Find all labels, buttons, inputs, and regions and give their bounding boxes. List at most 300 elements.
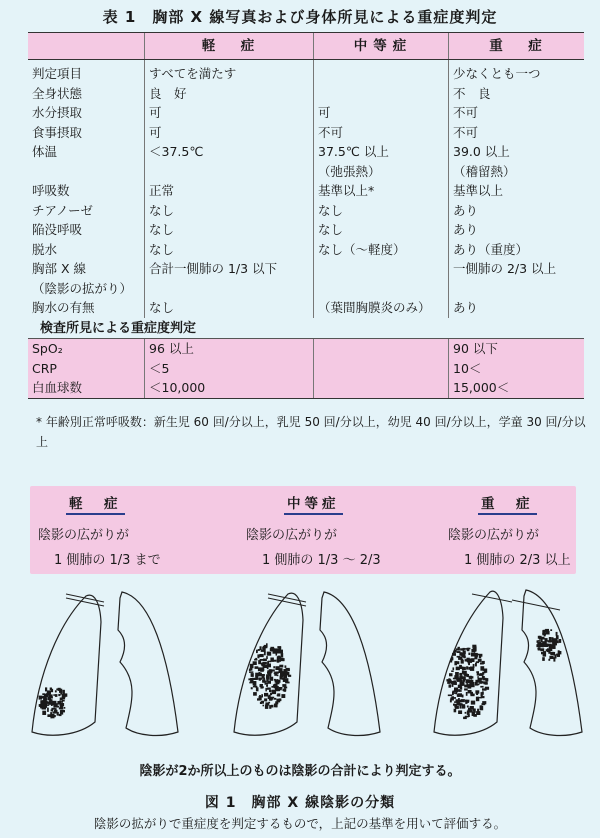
shadow-speck (549, 656, 553, 659)
shadow-speck (458, 698, 460, 702)
shadow-speck (271, 686, 275, 688)
shadow-speck (279, 687, 283, 689)
shadow-speck (55, 708, 57, 711)
shadow-speck (483, 669, 486, 671)
shadow-speck (463, 656, 465, 659)
shadow-speck (477, 709, 479, 712)
shadow-speck (472, 645, 476, 648)
shadow-speck (454, 704, 457, 708)
shadow-speck (543, 651, 546, 653)
shadow-speck (475, 682, 478, 684)
row-label: 判定項目 (32, 66, 83, 81)
shadow-speck (285, 665, 287, 668)
shadow-speck (255, 658, 257, 661)
shadow-speck (467, 706, 469, 708)
shadow-speck (279, 668, 283, 671)
shadow-speck (550, 652, 553, 655)
shadow-speck (446, 679, 448, 681)
table-cell: 一側肺の 2/3 以上 (449, 259, 585, 279)
shadow-speck (471, 653, 475, 657)
table-row (28, 181, 584, 201)
shadow-speck (263, 705, 265, 707)
shadow-speck (480, 686, 483, 688)
shadow-speck (471, 658, 474, 662)
shadow-speck (267, 665, 269, 669)
shadow-speck (449, 684, 452, 687)
shadow-speck (475, 684, 479, 686)
lung-left-outline (320, 592, 380, 735)
shadow-speck (39, 696, 42, 700)
shadow-speck (42, 711, 46, 715)
table-row (28, 84, 584, 104)
shadow-speck (544, 644, 546, 647)
shadow-speck (479, 656, 481, 658)
shadow-speck (466, 666, 468, 669)
row-label: 体温 (32, 144, 58, 159)
shadow-speck (457, 689, 460, 692)
shadow-speck (251, 673, 254, 677)
shadow-speck (452, 684, 454, 687)
table-cell (314, 279, 449, 299)
summation-note: 陰影が2か所以上のものは陰影の合計により判定する。 (139, 764, 461, 779)
table-row (28, 298, 584, 318)
shadow-speck (476, 699, 479, 702)
shadow-speck (449, 673, 453, 676)
row-label: 食事摂取 (32, 124, 83, 140)
table-cell: 正常 (145, 181, 314, 201)
shadow-speck (483, 678, 487, 681)
shadow-speck (267, 673, 270, 676)
table-row (28, 279, 584, 299)
shadow-speck (267, 652, 271, 656)
table-row (28, 259, 584, 279)
shadow-speck (462, 704, 465, 708)
lab-cell: ＜10,000 (145, 378, 314, 398)
shadow-speck (47, 708, 49, 712)
shadow-speck (463, 676, 466, 680)
shadow-speck (47, 704, 50, 706)
shadow-speck (542, 657, 545, 661)
shadow-speck (253, 692, 257, 696)
shadow-speck (549, 646, 553, 649)
shadow-speck (279, 698, 282, 701)
lab-cell: 15,000＜ (449, 378, 585, 398)
shadow-speck (454, 709, 457, 713)
table-header (28, 33, 584, 60)
table-cell: 39.0 以上 (449, 142, 585, 162)
shadow-speck (63, 697, 66, 700)
shadow-speck (286, 678, 288, 682)
shadow-speck (453, 680, 456, 685)
clavicle-mark (472, 594, 512, 602)
shadow-speck (457, 656, 461, 658)
shadow-speck (462, 667, 466, 670)
table-cell: 不 良 (449, 84, 585, 104)
shadow-speck (270, 677, 274, 681)
clavicle-mark (512, 600, 560, 610)
shadow-speck (272, 660, 276, 662)
opacity-shadow (536, 629, 561, 662)
shadow-speck (59, 689, 62, 693)
severity-severe-line2: 1 側肺の 2/3 以上 (464, 553, 571, 568)
shadow-speck (480, 705, 482, 709)
shadow-speck (48, 697, 52, 701)
severity-table (28, 32, 584, 399)
table-row (28, 142, 584, 162)
shadow-speck (274, 704, 277, 708)
shadow-speck (541, 652, 543, 654)
lab-row (28, 339, 584, 359)
shadow-speck (546, 631, 550, 635)
table-cell: 良 好 (145, 84, 314, 104)
shadow-speck (256, 650, 258, 653)
shadow-speck (481, 696, 485, 698)
shadow-speck (477, 676, 479, 678)
lab-row (28, 378, 584, 398)
table-cell: あり (449, 201, 585, 221)
lab-cell (314, 378, 449, 398)
header-cell: 軽 症 (145, 33, 314, 60)
shadow-speck (259, 678, 261, 681)
shadow-speck (485, 687, 489, 690)
table-cell: なし (145, 201, 314, 221)
shadow-speck (467, 660, 469, 662)
shadow-speck (42, 693, 45, 695)
table-cell: あり (449, 220, 585, 240)
lab-row (28, 359, 584, 379)
table-row (28, 60, 584, 84)
severity-mild-line1: 陰影の広がりが (38, 528, 130, 543)
table-cell: なし (314, 220, 449, 240)
footnote-text: 年齢別正常呼吸数：新生児 60 回/分以上，乳児 50 回/分以上，幼児 40 回/分以上，学童 30 回/分以上 (36, 415, 586, 449)
severity-mild-line2: 1 側肺の 1/3 まで (54, 553, 161, 568)
lung-diagrams (0, 582, 600, 742)
table-cell: 基準以上 (449, 181, 585, 201)
table-cell: 基準以上* (314, 181, 449, 201)
header-cell (28, 33, 145, 60)
shadow-speck (257, 654, 259, 658)
shadow-speck (475, 690, 479, 693)
table-cell (449, 279, 585, 299)
shadow-speck (262, 686, 264, 688)
row-label: 胸水の有無 (32, 300, 95, 315)
table-cell (314, 84, 449, 104)
shadow-speck (537, 642, 541, 646)
table-row (28, 103, 584, 123)
shadow-speck (482, 661, 485, 664)
shadow-speck (452, 653, 456, 656)
table-cell: 可 (145, 123, 314, 143)
shadow-speck (554, 639, 557, 642)
table-cell: あり (449, 298, 585, 318)
shadow-speck (464, 648, 467, 650)
shadow-speck (276, 689, 280, 691)
shadow-speck (537, 648, 539, 650)
shadow-speck (283, 659, 285, 661)
shadow-speck (269, 670, 273, 673)
shadow-speck (466, 682, 468, 686)
shadow-speck (451, 670, 454, 672)
shadow-speck (268, 661, 272, 663)
shadow-speck (543, 630, 546, 633)
table-cell: 可 (145, 103, 314, 123)
shadow-speck (253, 681, 257, 685)
shadow-speck (471, 649, 474, 652)
shadow-speck (288, 669, 290, 671)
shadow-speck (277, 695, 279, 697)
opacity-shadow (39, 687, 68, 718)
severity-moderate-heading: 中等症 (284, 492, 343, 515)
shadow-speck (459, 676, 461, 680)
table-row (28, 201, 584, 221)
shadow-speck (273, 652, 277, 654)
shadow-speck (451, 658, 453, 661)
table-cell: なし (145, 240, 314, 260)
shadow-speck (250, 664, 254, 668)
shadow-speck (62, 690, 65, 694)
shadow-speck (279, 650, 283, 654)
table-cell: 不可 (449, 123, 585, 143)
shadow-speck (264, 693, 268, 697)
row-label: 呼吸数 (32, 183, 70, 198)
table-row (28, 220, 584, 240)
table-cell: なし（～軽度） (314, 240, 449, 260)
section-row (28, 318, 584, 339)
severity-moderate-line1: 陰影の広がりが (246, 528, 338, 543)
shadow-speck (447, 682, 450, 684)
table-row (28, 123, 584, 143)
shadow-speck (270, 648, 273, 651)
opacity-shadow (446, 645, 489, 719)
shadow-speck (262, 668, 264, 671)
shadow-speck (59, 707, 63, 709)
shadow-speck (458, 693, 462, 697)
shadow-speck (263, 659, 267, 662)
shadow-speck (49, 695, 53, 697)
shadow-speck (476, 671, 479, 673)
table-cell: あり（重度） (449, 240, 585, 260)
shadow-speck (478, 659, 482, 662)
lab-cell (314, 359, 449, 379)
shadow-speck (282, 684, 286, 687)
shadow-speck (52, 701, 56, 706)
row-label: 全身状態 (32, 85, 83, 101)
shadow-speck (255, 675, 258, 679)
lab-cell (314, 339, 449, 359)
shadow-speck (545, 638, 548, 642)
lung-left-outline (118, 592, 178, 735)
table-cell (145, 162, 314, 182)
shadow-speck (259, 654, 263, 657)
shadow-speck (53, 712, 56, 714)
shadow-speck (464, 688, 468, 690)
shadow-speck (261, 694, 263, 697)
shadow-speck (249, 671, 253, 673)
shadow-speck (249, 682, 253, 684)
lung-pair-mild (32, 592, 178, 735)
shadow-speck (59, 701, 61, 704)
shadow-speck (456, 648, 460, 650)
shadow-speck (538, 640, 541, 642)
shadow-speck (456, 693, 458, 695)
header-cell: 中等症 (314, 33, 449, 60)
lab-label: CRP (28, 359, 145, 379)
shadow-speck (548, 659, 550, 661)
shadow-speck (463, 650, 466, 654)
table-cell: なし (145, 298, 314, 318)
shadow-speck (275, 684, 277, 686)
shadow-speck (556, 632, 558, 636)
clavicle-mark (66, 594, 104, 602)
table-cell (314, 259, 449, 279)
table-cell: （稽留熱） (449, 162, 585, 182)
shadow-speck (51, 709, 54, 711)
shadow-speck (468, 709, 470, 712)
table-cell: 不可 (314, 123, 449, 143)
shadow-speck (484, 671, 486, 673)
shadow-speck (42, 703, 46, 705)
shadow-speck (51, 702, 53, 706)
table-cell: （葉間胸膜炎のみ） (314, 298, 449, 318)
shadow-speck (42, 705, 46, 709)
shadow-speck (266, 685, 268, 687)
shadow-speck (51, 716, 53, 719)
shadow-speck (479, 654, 483, 657)
shadow-speck (274, 698, 276, 700)
table-cell: 合計一側肺の 1/3 以下 (145, 259, 314, 279)
shadow-speck (549, 641, 551, 643)
shadow-speck (454, 661, 457, 665)
shadow-speck (281, 653, 284, 657)
shadow-speck (279, 665, 283, 668)
shadow-speck (485, 683, 488, 685)
shadow-speck (454, 701, 458, 703)
severity-mild (38, 492, 161, 568)
table-row (28, 162, 584, 182)
shadow-speck (556, 635, 559, 639)
shadow-speck (282, 678, 286, 680)
shadow-speck (286, 668, 288, 672)
figure-description: 陰影の拡がりで重症度を判定するもので，上記の基準を用いて評価する。 (93, 816, 507, 831)
table-title: 表 1 胸部 X 線写真および身体所見による重症度判定 (102, 8, 498, 26)
shadow-speck (465, 700, 469, 702)
row-label: 脱水 (32, 241, 58, 257)
shadow-speck (464, 674, 468, 677)
severity-severe-line1: 陰影の広がりが (448, 528, 540, 543)
figure-caption: 図 1 胸部 X 線陰影の分類 (204, 795, 396, 811)
table-cell: すべてを満たす (145, 60, 314, 84)
severity-moderate-line2: 1 側肺の 1/3 ～ 2/3 (262, 553, 381, 568)
shadow-speck (453, 667, 455, 670)
row-label: 水分摂取 (32, 105, 83, 120)
shadow-speck (264, 698, 267, 701)
shadow-speck (57, 712, 59, 716)
table-cell: ＜37.5℃ (145, 142, 314, 162)
shadow-speck (475, 663, 477, 667)
shadow-speck (265, 688, 267, 692)
shadow-speck (468, 690, 472, 693)
shadow-speck (448, 695, 452, 697)
shadow-speck (47, 702, 50, 704)
shadow-speck (265, 702, 269, 705)
shadow-speck (453, 678, 456, 680)
shadow-speck (470, 694, 474, 697)
shadow-speck (467, 684, 471, 688)
shadow-speck (267, 688, 271, 690)
lab-cell: ＜5 (145, 359, 314, 379)
row-label: チアノーゼ (32, 202, 93, 218)
shadow-speck (540, 648, 544, 651)
shadow-speck (60, 710, 63, 714)
shadow-speck (556, 654, 559, 656)
shadow-speck (58, 694, 60, 696)
shadow-speck (459, 652, 462, 656)
shadow-speck (56, 706, 59, 708)
table-cell: 少なくとも一つ (449, 60, 585, 84)
footnote-mark: * (36, 415, 42, 429)
shadow-speck (456, 679, 458, 681)
shadow-speck (465, 712, 467, 714)
shadow-speck (472, 712, 475, 715)
row-label (28, 162, 145, 182)
shadow-speck (460, 682, 464, 686)
shadow-speck (262, 675, 265, 679)
shadow-speck (276, 679, 278, 681)
shadow-speck (284, 688, 287, 691)
table-cell: 可 (314, 103, 449, 123)
table-cell: なし (314, 201, 449, 221)
lab-cell: 90 以下 (449, 339, 585, 359)
table-cell: （弛張熱） (314, 162, 449, 182)
shadow-speck (273, 666, 275, 668)
shadow-speck (461, 659, 463, 662)
shadow-speck (463, 717, 467, 719)
table-cell (145, 279, 314, 299)
shadow-speck (466, 692, 468, 696)
shadow-speck (260, 702, 262, 704)
severity-mild-heading: 軽 症 (66, 492, 125, 515)
lung-pair-severe (434, 590, 582, 735)
shadow-speck (64, 707, 66, 709)
lung-left-outline (522, 590, 582, 735)
table-cell: なし (145, 220, 314, 240)
shadow-speck (268, 695, 270, 698)
shadow-speck (262, 647, 264, 649)
shadow-speck (45, 698, 48, 700)
lab-label: SpO₂ (28, 339, 145, 359)
shadow-speck (260, 684, 263, 686)
severity-severe-heading: 重 症 (478, 492, 537, 515)
shadow-speck (257, 698, 261, 700)
shadow-speck (55, 690, 57, 692)
shadow-speck (482, 703, 486, 705)
shadow-speck (274, 679, 276, 681)
row-label: （陰影の拡がり） (32, 280, 133, 296)
lab-cell: 96 以上 (145, 339, 314, 359)
shadow-speck (550, 629, 552, 631)
shadow-speck (542, 633, 546, 635)
shadow-speck (276, 672, 279, 674)
lab-cell: 10＜ (449, 359, 585, 379)
shadow-speck (279, 660, 282, 662)
shadow-speck (60, 703, 63, 707)
shadow-speck (56, 689, 59, 691)
shadow-speck (458, 710, 462, 714)
shadow-speck (281, 694, 285, 698)
shadow-speck (559, 639, 561, 643)
shadow-speck (468, 653, 470, 655)
section-title: 検査所見による重症度判定 (40, 320, 197, 336)
